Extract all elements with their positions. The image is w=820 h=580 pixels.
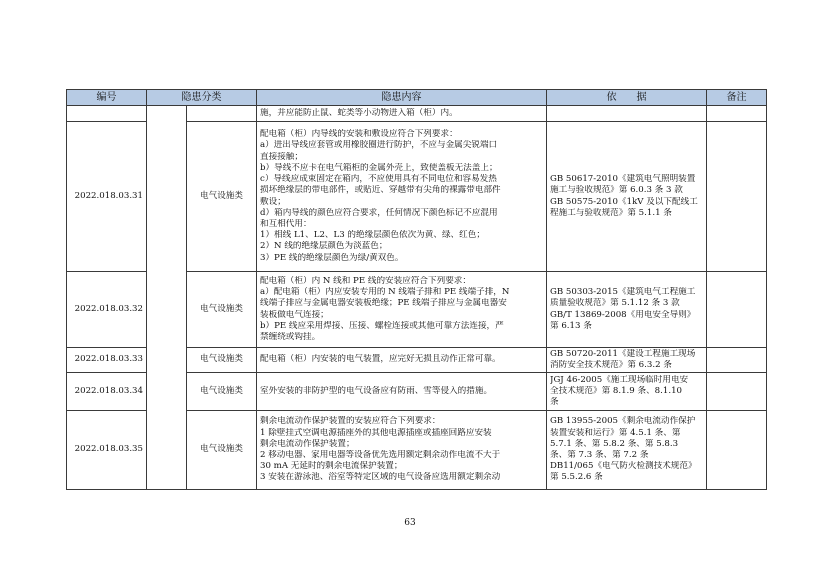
- code-cell: 2022.018.03.33: [67, 348, 147, 373]
- subcategory-cell: 电气设施类: [187, 272, 257, 348]
- header-content: 隐患内容: [257, 90, 547, 106]
- basis-cell: [547, 373, 707, 411]
- content-line: 1）相线 L1、L2、L3 的绝缘层颜色依次为黄、绿、红色；: [260, 230, 485, 241]
- header-category: 隐患分类: [147, 90, 257, 106]
- content-cell: [257, 106, 547, 122]
- code-cell: 2022.018.03.32: [67, 272, 147, 348]
- basis-line: GB 13955-2005《剩余电流动作保护: [550, 416, 696, 427]
- content-line: 1 除壁挂式空调电源插座外的其他电源插座或插座回路应安装: [260, 427, 492, 438]
- basis-line: 第 5.5.2.6 条: [550, 472, 603, 483]
- basis-cell: [547, 348, 707, 373]
- subcategory-cell: 电气设施类: [187, 411, 257, 490]
- note-cell: [707, 272, 767, 348]
- content-line: a）配电箱（柜）内应安装专用的 N 线端子排和 PE 线端子排，N: [260, 287, 510, 298]
- basis-cell: [547, 411, 707, 490]
- content-cell: [257, 348, 547, 373]
- subcategory-cell: 电气设施类: [187, 122, 257, 272]
- note-cell: [707, 122, 767, 272]
- basis-line: JGJ 46-2005《施工现场临时用电安: [550, 374, 689, 385]
- code-cell: 2022.018.03.34: [67, 373, 147, 411]
- basis-line: 消防安全技术规范》第 6.3.2 条: [550, 360, 672, 370]
- content-line: 3 安装在游泳池、浴室等特定区域的电气设备应选用额定剩余动: [260, 472, 501, 483]
- note-cell: [707, 348, 767, 373]
- content-line: b）PE 线应采用焊接、压接、螺栓连接或其他可靠方法连接，严: [260, 320, 504, 331]
- content-line: 线端子排应与金属电器安装板绝缘；PE 线端子排应与金属电器安: [260, 298, 507, 309]
- basis-line: GB 50720-2011《建设工程施工现场: [550, 348, 696, 359]
- basis-line: 施工与验收规范》第 6.0.3 条 3 款: [550, 185, 683, 196]
- basis-line: 质量验收规范》第 5.1.12 条 3 款: [550, 298, 680, 309]
- content-line: 30 mA 无延时的剩余电流保护装置；: [260, 461, 403, 472]
- table-header-row: [67, 90, 767, 106]
- basis-line: GB 50575-2010《1kV 及以下配线工: [550, 196, 698, 207]
- code-cell: 2022.018.03.35: [67, 411, 147, 490]
- note-cell: [707, 411, 767, 490]
- content-line: a）进出导线应套管或用橡胶圈进行防护，不应与金属尖锐端口: [260, 140, 498, 151]
- hazard-table: [66, 89, 767, 490]
- content-line: d）箱内导线的颜色应符合要求，任何情况下颜色标记不应混用: [260, 207, 498, 218]
- note-cell: [707, 106, 767, 122]
- basis-cell: [547, 122, 707, 272]
- basis-line: 条、第 7.3 条、第 7.2 条: [550, 450, 649, 460]
- content-line: 禁缠绕或钩挂。: [260, 331, 321, 342]
- table-row-continued: [67, 106, 767, 122]
- content-line: 直接接触；: [260, 151, 303, 162]
- basis-cell: [547, 272, 707, 348]
- category-cell: [147, 106, 187, 490]
- content-line: 配电箱（柜）内 N 线和 PE 线的安装应符合下列要求：: [260, 275, 471, 286]
- content-line: 剩余电流动作保护装置；: [260, 438, 355, 449]
- subcategory-cell: [187, 106, 257, 122]
- content-line: 2）N 线的绝缘层颜色为淡蓝色；: [260, 241, 388, 252]
- basis-line: 5.7.1 条、第 5.8.2 条、第 5.8.3: [550, 438, 679, 449]
- page-number: 63: [404, 518, 416, 528]
- content-line: 室外安装的非防护型的电气设备应有防雨、雪等侵入的措施。: [260, 385, 493, 396]
- basis-line: 全技术规范》第 8.1.9 条、8.1.10: [550, 385, 683, 396]
- content-cell: [257, 122, 547, 272]
- code-cell: 2022.018.03.31: [67, 122, 147, 272]
- content-cell: [257, 272, 547, 348]
- content-line: 配电箱（柜）内安装的电气装置，应完好无损且动作正常可靠。: [260, 354, 501, 365]
- content-line: 损坏绝缘层的带电部件，或贴近、穿越带有尖角的裸露带电部件: [260, 185, 501, 196]
- content-line: 施，并应能防止鼠、蛇类等小动物进入箱（柜）内。: [260, 107, 458, 118]
- content-line: 装板做电气连接；: [260, 309, 329, 320]
- content-cell: [257, 411, 547, 490]
- basis-line: GB 50303-2015《建筑电气工程施工: [550, 287, 696, 298]
- content-line: 和互相代用：: [260, 218, 312, 229]
- subcategory-cell: 电气设施类: [187, 348, 257, 373]
- basis-line: GB/T 13869-2008《用电安全导则》: [550, 309, 696, 320]
- basis-line: 装置安装和运行》第 4.5.1 条、第: [550, 427, 681, 438]
- content-line: 3）PE 线的绝缘层颜色为绿/黄双色。: [260, 252, 404, 263]
- basis-line: DB11/065《电气防火检测技术规范》: [550, 461, 697, 472]
- content-line: 敷设；: [260, 196, 286, 207]
- basis-line: 第 6.13 条: [550, 320, 592, 331]
- basis-line: 程施工与验收规范》第 5.1.1 条: [550, 207, 672, 218]
- code-cell: [67, 106, 147, 122]
- basis-line: 条: [550, 397, 559, 408]
- content-cell: [257, 373, 547, 411]
- header-basis: 依 据: [547, 90, 707, 106]
- content-line: 剩余电流动作保护装置的安装应符合下列要求：: [260, 416, 441, 427]
- note-cell: [707, 373, 767, 411]
- content-line: b）导线不应卡在电气箱柜的金属外壳上，致使盖板无法盖上；: [260, 162, 498, 173]
- content-line: 配电箱（柜）内导线的安装和敷设应符合下列要求：: [260, 129, 458, 140]
- basis-cell: [547, 106, 707, 122]
- header-note: 备注: [707, 90, 767, 106]
- content-line: c）导线应成束固定在箱内，不应使用具有不同电位和容易发热: [260, 174, 497, 185]
- header-code: 编号: [67, 90, 147, 106]
- subcategory-cell: 电气设施类: [187, 373, 257, 411]
- basis-line: GB 50617-2010《建筑电气照明装置: [550, 174, 696, 185]
- content-line: 2 移动电器、家用电器等设备优先选用额定剩余动作电流不大于: [260, 450, 501, 460]
